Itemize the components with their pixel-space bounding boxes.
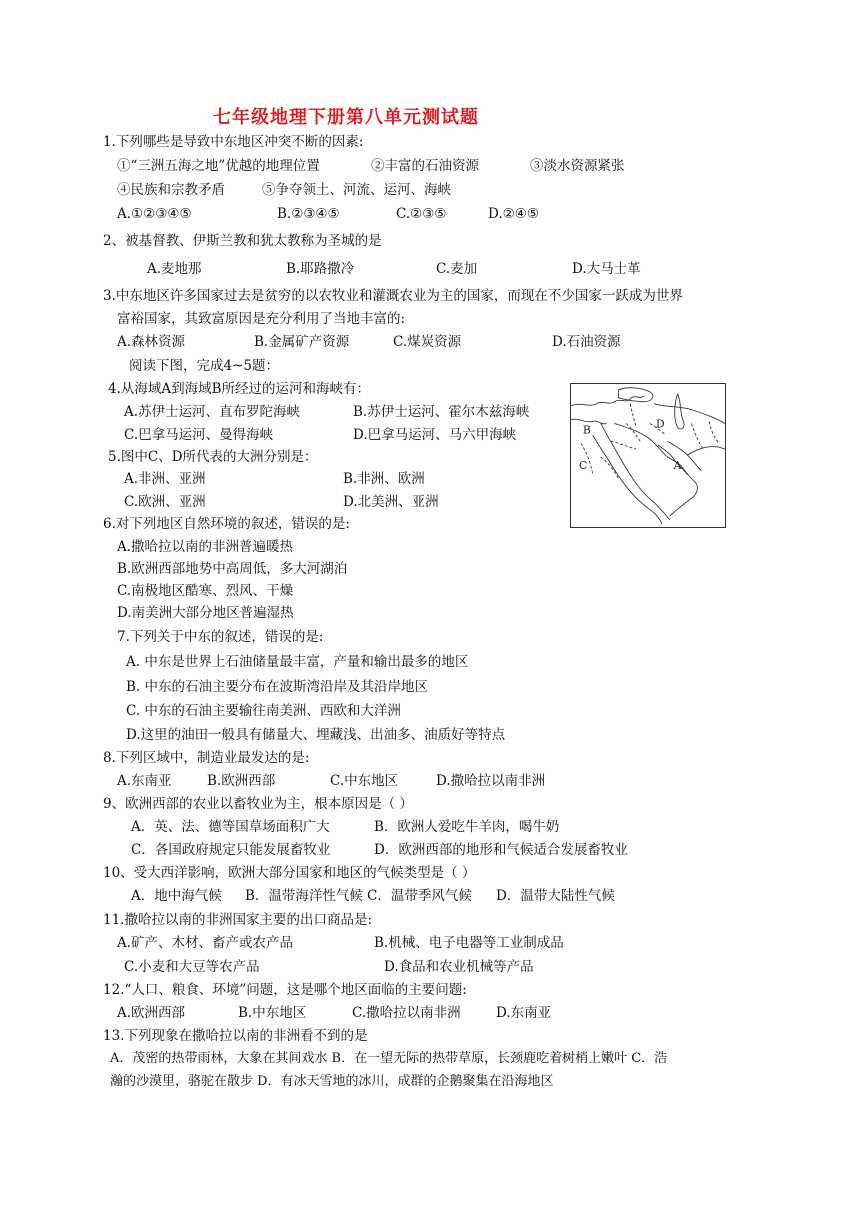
reading-instruction: 阅读下图，完成4~5题： (129, 358, 279, 374)
q5-option-d: D.北美洲、亚洲 (343, 494, 439, 510)
q9-option-b: B．欧洲人爱吃牛羊肉，喝牛奶 (374, 819, 560, 835)
q4-option-a: A.苏伊士运河、直布罗陀海峡 (124, 404, 301, 420)
q11-option-b: B.机械、电子电器等工业制成品 (374, 935, 564, 951)
q11-option-a: A.矿产、木材、畜产或农产品 (117, 935, 294, 951)
q1-item-2: ②丰富的石油资源 (371, 158, 479, 174)
q1-item-5: ⑤争夺领土、河流、运河、海峡 (262, 182, 451, 198)
q6-option-a: A.撒哈拉以南的非洲普遍暖热 (117, 539, 294, 555)
q11-option-c: C.小麦和大豆等农产品 (124, 959, 260, 975)
q1-option-c: C.②③⑤ (396, 206, 447, 222)
q1-item-1: ①“三洲五海之地”优越的地理位置 (117, 158, 320, 174)
q9-option-c: C．各国政府规定只能发展畜牧业 (131, 842, 331, 858)
q9-option-d: D．欧洲西部的地形和气候适合发展畜牧业 (374, 842, 628, 858)
q7-option-a: A. 中东是世界上石油储量最丰富，产量和输出最多的地区 (126, 654, 469, 670)
q12-option-c: C.撒哈拉以南非洲 (352, 1005, 461, 1021)
q2-option-a: A.麦地那 (147, 261, 202, 277)
q8-option-a: A.东南亚 (117, 773, 172, 789)
q4-option-c: C.巴拿马运河、曼得海峡 (124, 427, 274, 443)
q1-option-a: A.①②③④⑤ (117, 206, 192, 222)
q2-option-c: C.麦加 (436, 261, 478, 277)
q12-stem: 12.“人口、粮食、环境”问题，这是哪个地区面临的主要问题: (103, 982, 467, 998)
q6-option-d: D.南美洲大部分地区普遍湿热 (117, 605, 294, 621)
q3-option-b: B.金属矿产资源 (254, 334, 350, 350)
q9-option-a: A．英、法、德等国草场面积广大 (131, 819, 330, 835)
q5-option-b: B.非洲、欧洲 (343, 471, 425, 487)
q1-option-b: B.②③④⑤ (277, 206, 340, 222)
q4-option-d: D.巴拿马运河、马六甲海峡 (353, 427, 517, 443)
q3-stem-line2: 富裕国家，其致富原因是充分利用了当地丰富的: (117, 311, 406, 327)
q8-option-b: B.欧洲西部 (207, 773, 276, 789)
q2-option-d: D.大马士革 (572, 261, 641, 277)
q10-option-c: C．温带季风气候 (367, 888, 472, 904)
q2-stem: 2、被基督教、伊斯兰教和犹太教称为圣城的是 (103, 233, 382, 249)
q5-stem: 5.图中C、D所代表的大洲分别是： (108, 449, 318, 465)
map-svg (571, 384, 725, 527)
q1-item-4: ④民族和宗教矛盾 (117, 182, 225, 198)
q6-option-c: C.南极地区酷寒、烈风、干燥 (117, 583, 294, 599)
q10-option-a: A．地中海气候 (131, 888, 222, 904)
middle-east-map (570, 383, 726, 528)
q5-option-c: C.欧洲、亚洲 (124, 494, 206, 510)
q10-option-d: D．温带大陆性气候 (496, 888, 615, 904)
q8-stem: 8.下列区域中，制造业最发达的是: (103, 750, 310, 766)
map-label-b: B (582, 423, 591, 437)
page-title: 七年级地理下册第八单元测试题 (213, 107, 479, 128)
q12-option-b: B.中东地区 (238, 1005, 307, 1021)
q8-option-c: C.中东地区 (330, 773, 399, 789)
q3-option-a: A.森林资源 (117, 334, 186, 350)
q7-stem: 7.下列关于中东的叙述，错误的是: (117, 629, 324, 645)
q6-stem: 6.对下列地区自然环境的叙述，错误的是: (103, 516, 350, 532)
q11-option-d: D.食品和农业机械等产品 (384, 959, 534, 975)
q10-stem: 10、受大西洋影响，欧洲大部分国家和地区的气候类型是（ ） (103, 865, 476, 881)
q1-option-d: D.②④⑤ (488, 206, 539, 222)
q7-option-b: B. 中东的石油主要分布在波斯湾沿岸及其沿岸地区 (126, 679, 429, 695)
q13-stem: 13.下列现象在撒哈拉以南的非洲看不到的是 (103, 1028, 368, 1044)
map-label-d: D (655, 417, 665, 431)
q10-option-b: B．温带海洋性气候 (245, 888, 363, 904)
map-label-a: A (673, 458, 682, 472)
q12-option-a: A.欧洲西部 (117, 1005, 186, 1021)
q1-stem: 1.下列哪些是导致中东地区冲突不断的因素: (103, 134, 364, 150)
q4-stem: 4.从海域A到海域B所经过的运河和海峡有： (108, 381, 371, 397)
q11-stem: 11.撒哈拉以南的非洲国家主要的出口商品是: (103, 912, 373, 928)
q9-stem: 9、欧洲西部的农业以畜牧业为主，根本原因是（ ） (103, 796, 413, 812)
q6-option-b: B.欧洲西部地势中高周低，多大河湖泊 (117, 561, 348, 577)
q3-stem-line1: 3.中东地区许多国家过去是贫穷的以农牧业和灌溉农业为主的国家，而现在不少国家一跃成为世界 (103, 288, 683, 304)
q2-option-b: B.耶路撒冷 (286, 261, 355, 277)
q13-options-line2: 瀚的沙漠里，骆驼在散步 D．有冰天雪地的冰川，成群的企鹅聚集在沿海地区 (110, 1074, 554, 1089)
q5-option-a: A.非洲、亚洲 (124, 471, 206, 487)
q3-option-c: C.煤炭资源 (393, 334, 462, 350)
q4-option-b: B.苏伊士运河、霍尔木兹海峡 (353, 404, 530, 420)
q1-item-3: ③淡水资源紧张 (530, 158, 625, 174)
q12-option-d: D.东南亚 (496, 1005, 552, 1021)
q3-option-d: D.石油资源 (552, 334, 621, 350)
q8-option-d: D.撒哈拉以南非洲 (436, 773, 546, 789)
q13-options-line1: A．茂密的热带雨林，大象在其间戏水 B．在一望无际的热带草原，长颈鹿吃着树梢上嫩叶 C．浩 (110, 1051, 668, 1066)
q7-option-d: D.这里的油田一般具有储量大、埋藏浅、出油多、油质好等特点 (126, 727, 506, 743)
map-label-c: C (578, 458, 588, 472)
q7-option-c: C. 中东的石油主要输往南美洲、西欧和大洋洲 (126, 703, 401, 719)
